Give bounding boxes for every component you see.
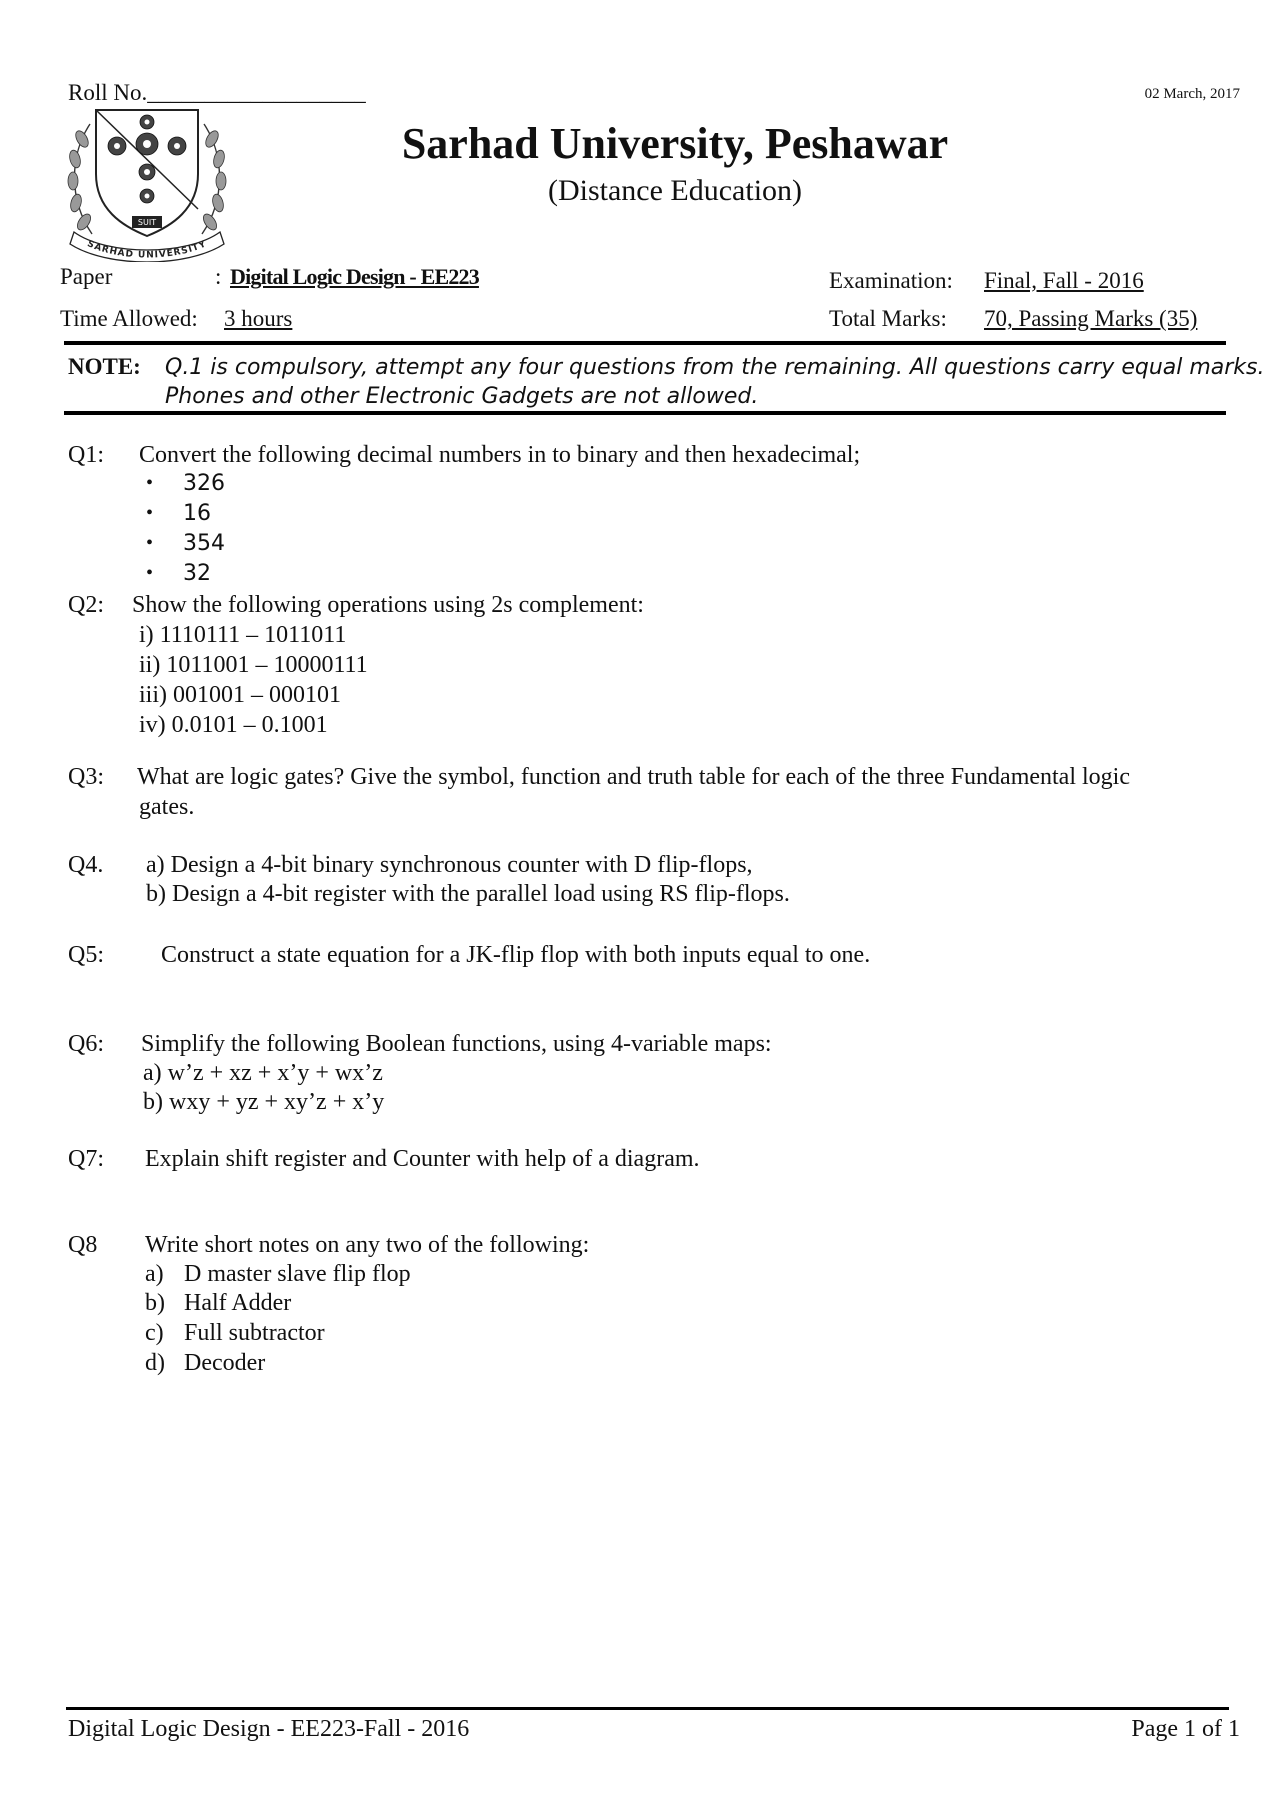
- list-marker: a): [145, 1261, 164, 1287]
- q6-item: a) w’z + xz + x’y + wx’z: [143, 1060, 383, 1086]
- q4-item: a) Design a 4-bit binary synchronous counter with D flip-flops,: [146, 852, 753, 878]
- exam-date: 02 March, 2017: [1144, 86, 1240, 102]
- list-item: Full subtractor: [184, 1320, 325, 1346]
- note-rule: [64, 411, 1226, 415]
- q3-number: Q3:: [68, 764, 104, 790]
- q7-number: Q7:: [68, 1146, 104, 1172]
- marks-value: 70, Passing Marks (35): [984, 306, 1198, 331]
- q2-item: iv) 0.0101 – 0.1001: [139, 712, 328, 738]
- q4-number: Q4.: [68, 852, 104, 878]
- bullet-icon: •: [146, 502, 154, 524]
- q2-item: iii) 001001 – 000101: [139, 682, 341, 708]
- q8-text: Write short notes on any two of the following:: [145, 1232, 590, 1258]
- note-label: NOTE:: [68, 354, 141, 379]
- q5-text: Construct a state equation for a JK-flip flop with both inputs equal to one.: [161, 942, 871, 968]
- footer-rule: [66, 1707, 1229, 1710]
- bullet-icon: •: [146, 562, 154, 584]
- roll-label: Roll No.: [68, 80, 148, 105]
- q6-text: Simplify the following Boolean functions, using 4-variable maps:: [141, 1031, 772, 1057]
- note-line-1: Q.1 is compulsory, attempt any four questions from the remaining. All questions carry equal marks.: [165, 355, 1265, 380]
- list-item: 16: [183, 501, 211, 526]
- list-item: Half Adder: [184, 1290, 292, 1316]
- paper-label: Paper: [60, 264, 113, 289]
- roll-number-field: [68, 80, 366, 106]
- exam-value: Final, Fall - 2016: [984, 268, 1144, 293]
- q1-number: Q1:: [68, 442, 104, 468]
- time-label: Time Allowed:: [60, 306, 198, 331]
- list-item: 326: [183, 471, 225, 496]
- list-marker: d): [145, 1350, 165, 1376]
- paper-value: Digital Logic Design - EE223: [230, 264, 479, 289]
- q3-line-1: What are logic gates? Give the symbol, function and truth table for each of the three Fundamental logic: [137, 764, 1130, 790]
- paper-colon: :: [215, 264, 222, 289]
- q2-item: i) 1110111 – 1011011: [139, 622, 347, 648]
- list-item: D master slave flip flop: [184, 1261, 411, 1287]
- list-marker: c): [145, 1320, 164, 1346]
- list-item: Decoder: [184, 1350, 266, 1376]
- q3-line-2: gates.: [139, 794, 195, 820]
- header-rule: [64, 341, 1226, 345]
- exam-label: Examination:: [829, 268, 953, 293]
- q6-item: b) wxy + yz + xy’z + x’y: [143, 1089, 385, 1115]
- list-item: 354: [183, 531, 225, 556]
- marks-label: Total Marks:: [829, 306, 947, 331]
- footer-title: Digital Logic Design - EE223-Fall - 2016: [68, 1716, 470, 1742]
- q6-number: Q6:: [68, 1031, 104, 1057]
- logo-badge: SUIT: [137, 218, 157, 227]
- q5-number: Q5:: [68, 942, 104, 968]
- page-number: Page 1 of 1: [1131, 1716, 1240, 1742]
- q2-item: ii) 1011001 – 10000111: [139, 652, 368, 678]
- q2-number: Q2:: [68, 592, 104, 618]
- list-marker: b): [145, 1290, 165, 1316]
- q7-text: Explain shift register and Counter with help of a diagram.: [145, 1146, 700, 1172]
- q4-item: b) Design a 4-bit register with the parallel load using RS flip-flops.: [146, 881, 790, 907]
- logo-ribbon-text: SARHAD UNIVERSITY: [85, 239, 209, 261]
- bullet-icon: •: [146, 532, 154, 554]
- university-subtitle: (Distance Education): [547, 174, 803, 207]
- list-item: 32: [183, 561, 211, 586]
- note-line-2: Phones and other Electronic Gadgets are not allowed.: [165, 384, 759, 409]
- bullet-icon: •: [146, 472, 154, 494]
- roll-blank: ___________________: [147, 80, 366, 105]
- q1-text: Convert the following decimal numbers in to binary and then hexadecimal;: [139, 442, 861, 468]
- q8-number: Q8: [68, 1232, 98, 1258]
- q2-text: Show the following operations using 2s complement:: [132, 592, 644, 618]
- university-title: Sarhad University, Peshawar: [401, 119, 949, 168]
- time-value: 3 hours: [224, 306, 293, 331]
